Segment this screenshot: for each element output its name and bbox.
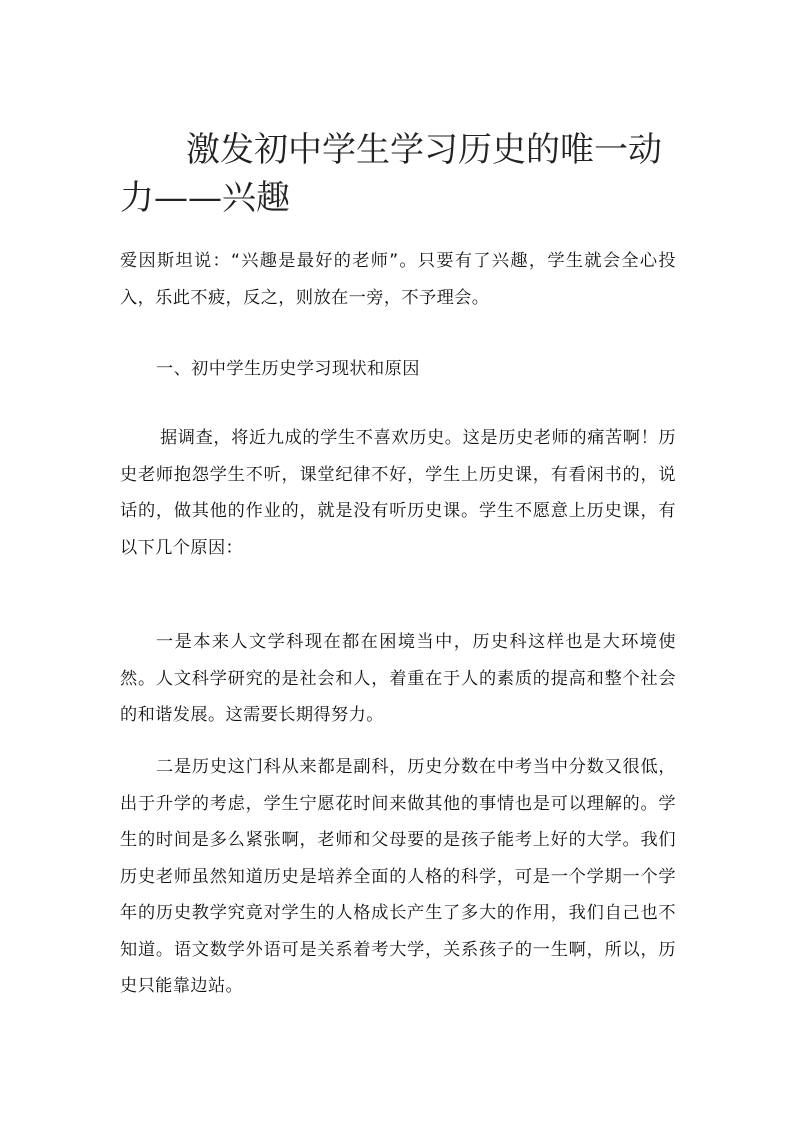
survey-paragraph: 据调查，将近九成的学生不喜欢历史。这是历史老师的痛苦啊！历史老师抱怨学生不听，课堂纪律不好，学生上历史课，有看闲书的，说话的，做其他的作业的，就是没有听历史课。学生不愿意上历史课，有以下几个原因：	[120, 428, 676, 558]
document-title: 激发初中学生学习历史的唯一动力——兴趣	[120, 130, 662, 218]
intro-paragraph: 爱因斯坦说：“兴趣是最好的老师”。只要有了兴趣，学生就会全心投入，乐此不疲，反之，则放在一旁，不予理会。	[120, 251, 676, 308]
section-heading: 一、初中学生历史学习现状和原因	[156, 359, 420, 379]
reason-two-paragraph: 二是历史这门科从来都是副科，历史分数在中考当中分数又很低，出于升学的考虑，学生宁愿花时间来做其他的事情也是可以理解的。学生的时间是多么紧张啊，老师和父母要的是孩子能考上好的大学。我们历史老师虽然知道历史是培养全面的人格的科学，可是一个学期一个学年的历史教学究竟对学生的人格成长产生了多大的作用，我们自己也不知道。语文数学外语可是关系着考大学，关系孩子的一生啊，所以，历史只能靠边站。	[120, 757, 676, 996]
reason-one-paragraph: 一是本来人文学科现在都在困境当中，历史科这样也是大环境使然。人文科学研究的是社会和人，着重在于人的素质的提高和整个社会的和谐发展。这需要长期得努力。	[120, 632, 676, 725]
